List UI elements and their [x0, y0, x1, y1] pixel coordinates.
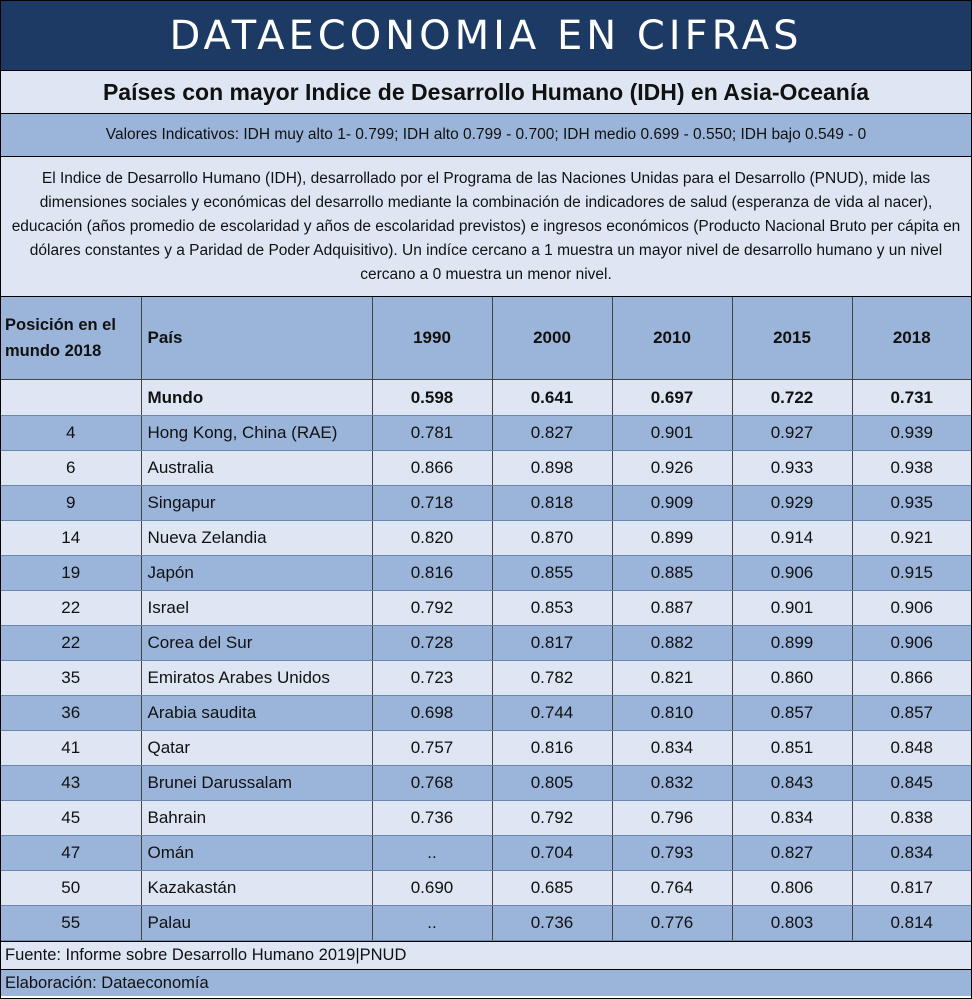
banner-title: DATAECONOMIA EN CIFRAS	[1, 1, 971, 71]
row-position: 6	[1, 451, 141, 486]
row-2015: 0.834	[732, 801, 852, 836]
header-1990: 1990	[372, 297, 492, 380]
row-2000: 0.704	[492, 836, 612, 871]
row-country: Omán	[141, 836, 372, 871]
row-2015: 0.906	[732, 556, 852, 591]
row-2015: 0.933	[732, 451, 852, 486]
row-country: Israel	[141, 591, 372, 626]
page-title: Países con mayor Indice de Desarrollo Humano (IDH) en Asia-Oceanía	[1, 71, 971, 114]
row-country: Singapur	[141, 486, 372, 521]
row-2015: 0.914	[732, 521, 852, 556]
row-position: 19	[1, 556, 141, 591]
header-2018: 2018	[852, 297, 971, 380]
world-2018: 0.731	[852, 380, 971, 416]
row-2010: 0.821	[612, 661, 732, 696]
row-2010: 0.885	[612, 556, 732, 591]
row-position: 14	[1, 521, 141, 556]
row-2000: 0.870	[492, 521, 612, 556]
world-1990: 0.598	[372, 380, 492, 416]
table-row	[1, 661, 971, 696]
header-2015: 2015	[732, 297, 852, 380]
row-2010: 0.909	[612, 486, 732, 521]
row-2010: 0.796	[612, 801, 732, 836]
table-row	[1, 766, 971, 801]
row-2015: 0.803	[732, 906, 852, 941]
row-2018: 0.845	[852, 766, 971, 801]
row-position: 4	[1, 416, 141, 451]
row-2018: 0.866	[852, 661, 971, 696]
row-2010: 0.832	[612, 766, 732, 801]
row-2000: 0.782	[492, 661, 612, 696]
row-position: 45	[1, 801, 141, 836]
table-row	[1, 906, 971, 941]
row-position: 22	[1, 591, 141, 626]
row-country: Palau	[141, 906, 372, 941]
row-2018: 0.921	[852, 521, 971, 556]
table-row	[1, 521, 971, 556]
row-2018: 0.838	[852, 801, 971, 836]
table-row	[1, 871, 971, 906]
description-paragraph: El Indice de Desarrollo Humano (IDH), desarrollado por el Programa de las Naciones Unidas para el Desarrollo (PNUD), mide las dimensiones sociales y económicas del desarrollo mediante la combinación de indicadores de salud (esperanza de vida al nacer), educación (años promedio de escolaridad y años de escolaridad previstos) e ingresos económicos (Producto Nacional Bruto per cápita en dólares constantes y a Paridad de Poder Adquisitivo). Un indíce cercano a 1 muestra un mayor nivel de desarrollo humano y un nivel cercano a 0 muestra un menor nivel.	[1, 157, 971, 297]
row-2018: 0.857	[852, 696, 971, 731]
source-note: Fuente: Informe sobre Desarrollo Humano 2019|PNUD	[1, 941, 971, 970]
row-2000: 0.685	[492, 871, 612, 906]
row-1990: 0.792	[372, 591, 492, 626]
row-country: Australia	[141, 451, 372, 486]
row-2015: 0.929	[732, 486, 852, 521]
row-1990: 0.718	[372, 486, 492, 521]
row-1990: 0.723	[372, 661, 492, 696]
row-position: 47	[1, 836, 141, 871]
row-2018: 0.939	[852, 416, 971, 451]
row-2010: 0.776	[612, 906, 732, 941]
row-country: Qatar	[141, 731, 372, 766]
row-1990: 0.768	[372, 766, 492, 801]
table-header-row	[1, 297, 971, 380]
row-country: Bahrain	[141, 801, 372, 836]
header-2010: 2010	[612, 297, 732, 380]
row-country: Arabia saudita	[141, 696, 372, 731]
row-2000: 0.898	[492, 451, 612, 486]
row-2010: 0.834	[612, 731, 732, 766]
row-country: Nueva Zelandia	[141, 521, 372, 556]
row-2018: 0.938	[852, 451, 971, 486]
world-position	[1, 380, 141, 416]
row-2018: 0.915	[852, 556, 971, 591]
row-2010: 0.899	[612, 521, 732, 556]
row-2015: 0.843	[732, 766, 852, 801]
row-1990: 0.781	[372, 416, 492, 451]
row-2018: 0.848	[852, 731, 971, 766]
table-row	[1, 451, 971, 486]
row-position: 35	[1, 661, 141, 696]
row-country: Japón	[141, 556, 372, 591]
row-position: 55	[1, 906, 141, 941]
table-row	[1, 626, 971, 661]
table-row	[1, 696, 971, 731]
row-2015: 0.899	[732, 626, 852, 661]
row-1990: ..	[372, 906, 492, 941]
row-1990: ..	[372, 836, 492, 871]
row-2010: 0.810	[612, 696, 732, 731]
row-2018: 0.834	[852, 836, 971, 871]
row-2000: 0.827	[492, 416, 612, 451]
row-1990: 0.690	[372, 871, 492, 906]
row-2010: 0.926	[612, 451, 732, 486]
row-2015: 0.901	[732, 591, 852, 626]
row-2010: 0.793	[612, 836, 732, 871]
row-position: 9	[1, 486, 141, 521]
table-row	[1, 591, 971, 626]
row-2000: 0.736	[492, 906, 612, 941]
row-2015: 0.806	[732, 871, 852, 906]
hdi-table	[1, 297, 971, 941]
table-row	[1, 486, 971, 521]
row-1990: 0.820	[372, 521, 492, 556]
row-2018: 0.935	[852, 486, 971, 521]
row-2018: 0.814	[852, 906, 971, 941]
row-position: 36	[1, 696, 141, 731]
table-row	[1, 731, 971, 766]
row-2015: 0.827	[732, 836, 852, 871]
table-row	[1, 556, 971, 591]
row-2010: 0.901	[612, 416, 732, 451]
row-2000: 0.855	[492, 556, 612, 591]
row-1990: 0.736	[372, 801, 492, 836]
world-name: Mundo	[141, 380, 372, 416]
row-2015: 0.857	[732, 696, 852, 731]
world-row	[1, 380, 971, 416]
row-2000: 0.817	[492, 626, 612, 661]
row-2000: 0.818	[492, 486, 612, 521]
row-2018: 0.906	[852, 591, 971, 626]
world-2000: 0.641	[492, 380, 612, 416]
row-2010: 0.764	[612, 871, 732, 906]
row-position: 43	[1, 766, 141, 801]
row-2010: 0.882	[612, 626, 732, 661]
table-row	[1, 801, 971, 836]
row-2018: 0.817	[852, 871, 971, 906]
row-country: Hong Kong, China (RAE)	[141, 416, 372, 451]
row-2015: 0.927	[732, 416, 852, 451]
row-2018: 0.906	[852, 626, 971, 661]
table-row	[1, 836, 971, 871]
row-1990: 0.728	[372, 626, 492, 661]
credit-note: Elaboración: Dataeconomía	[1, 970, 971, 996]
row-2000: 0.792	[492, 801, 612, 836]
table-row	[1, 416, 971, 451]
row-2010: 0.887	[612, 591, 732, 626]
row-position: 22	[1, 626, 141, 661]
row-1990: 0.866	[372, 451, 492, 486]
row-country: Kazakastán	[141, 871, 372, 906]
row-1990: 0.757	[372, 731, 492, 766]
row-1990: 0.816	[372, 556, 492, 591]
row-1990: 0.698	[372, 696, 492, 731]
row-country: Emiratos Arabes Unidos	[141, 661, 372, 696]
row-2000: 0.744	[492, 696, 612, 731]
row-2000: 0.816	[492, 731, 612, 766]
row-2015: 0.851	[732, 731, 852, 766]
row-position: 50	[1, 871, 141, 906]
row-2000: 0.805	[492, 766, 612, 801]
world-2010: 0.697	[612, 380, 732, 416]
header-position: Posición en el mundo 2018	[1, 297, 141, 380]
world-2015: 0.722	[732, 380, 852, 416]
row-2015: 0.860	[732, 661, 852, 696]
header-country: País	[141, 297, 372, 380]
indicative-values-note: Valores Indicativos: IDH muy alto 1- 0.799; IDH alto 0.799 - 0.700; IDH medio 0.699 - 0.550; IDH bajo 0.549 - 0	[1, 114, 971, 157]
header-2000: 2000	[492, 297, 612, 380]
row-country: Corea del Sur	[141, 626, 372, 661]
row-position: 41	[1, 731, 141, 766]
row-country: Brunei Darussalam	[141, 766, 372, 801]
row-2000: 0.853	[492, 591, 612, 626]
